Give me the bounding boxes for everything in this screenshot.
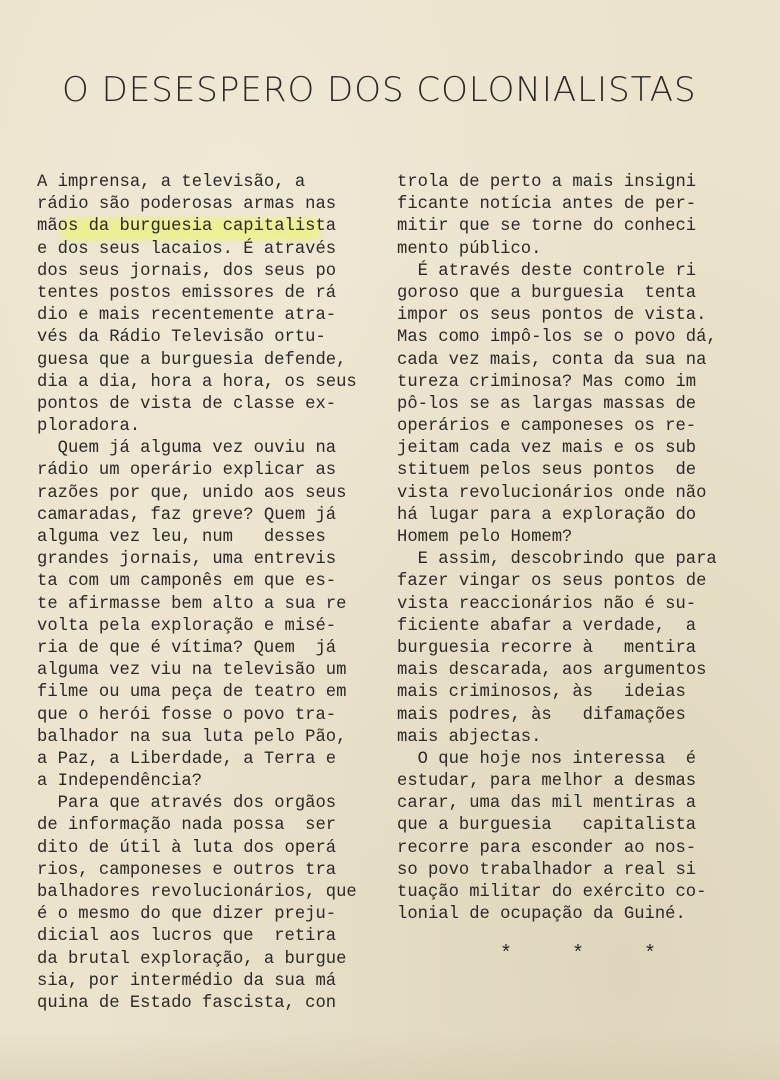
- text-line: alguma vez viu na televisão um: [37, 661, 347, 681]
- text-line: operários e camponeses os re-: [397, 417, 697, 437]
- text-line: Homem pelo Homem?: [397, 528, 573, 547]
- text-line: ficante notícia antes de per-: [397, 195, 697, 215]
- text-line: mitir que se torne do conheci: [397, 217, 697, 237]
- right-column: [397, 172, 772, 926]
- page-bottom-edge: [0, 1030, 780, 1080]
- text-line: mais abjectas.: [397, 727, 542, 747]
- text-line: Para que através dos orgãos: [37, 794, 337, 814]
- text-line: dicial aos lucros que retira: [37, 927, 337, 947]
- text-line: mais podres, às difamações: [397, 705, 686, 725]
- text-line: jeitam cada vez mais e os sub: [397, 439, 697, 459]
- text-line: so povo trabalhador a real si: [397, 860, 697, 880]
- text-line: é o mesmo do que dizer preju-: [37, 905, 337, 925]
- text-line: dio e mais recentemente atra-: [37, 306, 337, 326]
- text-line: stituem pelos seus pontos de: [397, 461, 697, 481]
- text-line: lonial de ocupação da Guiné.: [397, 905, 686, 925]
- text-line: mento público.: [397, 239, 542, 259]
- text-line: a Independência?: [37, 772, 203, 792]
- text-line: ficiente abafar a verdade, a: [397, 616, 697, 636]
- text-line: tureza criminosa? Mas como im: [397, 372, 697, 392]
- text-line: A imprensa, a televisão, a: [37, 173, 306, 192]
- text-line: há lugar para a exploração do: [397, 505, 697, 525]
- text-line: recorre para esconder ao nos-: [397, 838, 697, 858]
- article-title: O DESESPERO DOS COLONIALISTAS: [62, 70, 697, 110]
- text-line: grandes jornais, uma entrevis: [37, 550, 337, 570]
- text-line: goroso que a burguesia tenta: [397, 283, 697, 303]
- text-line: da brutal exploração, a burgue: [37, 949, 347, 969]
- text-line: fazer vingar os seus pontos de: [397, 572, 707, 592]
- text-line: balhador na sua luta pelo Pão,: [37, 727, 347, 747]
- text-line: dos seus jornais, dos seus po: [37, 261, 337, 281]
- text-line: e dos seus lacaios. É através: [37, 239, 337, 259]
- text-line: de informação nada possa ser: [37, 816, 337, 836]
- text-line: razões por que, unido aos seus: [37, 483, 347, 503]
- text-line: burguesia recorre à mentira: [397, 638, 697, 658]
- text-line: guesa que a burguesia defende,: [37, 350, 347, 370]
- text-line: dito de útil à luta dos operá: [37, 838, 337, 858]
- text-line: que o herói fosse o povo tra-: [37, 705, 337, 725]
- text-line: te afirmasse bem alto a sua re: [37, 594, 347, 614]
- text-line: mãos da burguesia capitalista: [37, 217, 337, 237]
- text-line: cada vez mais, conta da sua na: [397, 350, 707, 370]
- text-line: tuação militar do exército co-: [397, 883, 707, 902]
- text-line: mais descarada, aos argumentos: [397, 661, 707, 681]
- left-column: [37, 172, 387, 1015]
- text-line: impor os seus pontos de vista.: [397, 306, 707, 326]
- text-line: ploradora.: [37, 417, 141, 437]
- text-line: ta com um camponês em que es-: [37, 572, 337, 592]
- end-mark: * * *: [500, 943, 681, 966]
- text-line: balhadores revolucionários, que: [37, 883, 357, 902]
- text-line: a Paz, a Liberdade, a Terra e: [37, 749, 337, 769]
- text-line: rádio são poderosas armas nas: [37, 195, 337, 215]
- text-line: dia a dia, hora a hora, os seus: [37, 372, 357, 392]
- text-line: pô-los se as largas massas de: [397, 394, 697, 414]
- text-line: Quem já alguma vez ouviu na: [37, 439, 337, 459]
- text-line: pontos de vista de classe ex-: [37, 394, 337, 414]
- text-line: trola de perto a mais insigni: [397, 173, 697, 192]
- text-line: mais criminosos, às ideias: [397, 683, 686, 703]
- text-line: vista revolucionários onde não: [397, 483, 707, 503]
- text-line: É através deste controle ri: [397, 261, 697, 281]
- text-line: sia, por intermédio da sua má: [37, 971, 337, 991]
- text-line: vista reaccionários não é su-: [397, 594, 697, 614]
- text-line: tentes postos emissores de rá: [37, 283, 337, 303]
- text-line: camaradas, faz greve? Quem já: [37, 505, 337, 525]
- text-line: Mas como impô-los se o povo dá,: [397, 328, 717, 348]
- text-line: estudar, para melhor a desmas: [397, 772, 697, 792]
- text-line: rios, camponeses e outros tra: [37, 860, 337, 880]
- text-line: vés da Rádio Televisão ortu-: [37, 328, 326, 348]
- text-line: O que hoje nos interessa é: [397, 749, 697, 769]
- text-line: carar, uma das mil mentiras a: [397, 794, 697, 814]
- text-line: alguma vez leu, num desses: [37, 528, 326, 547]
- text-line: quina de Estado fascista, con: [37, 993, 337, 1013]
- text-line: que a burguesia capitalista: [397, 816, 697, 836]
- text-line: volta pela exploração e misé-: [37, 616, 337, 636]
- text-line: E assim, descobrindo que para: [397, 550, 717, 570]
- text-line: rádio um operário explicar as: [37, 461, 337, 481]
- text-line: ria de que é vítima? Quem já: [37, 638, 337, 658]
- text-line: filme ou uma peça de teatro em: [37, 683, 347, 703]
